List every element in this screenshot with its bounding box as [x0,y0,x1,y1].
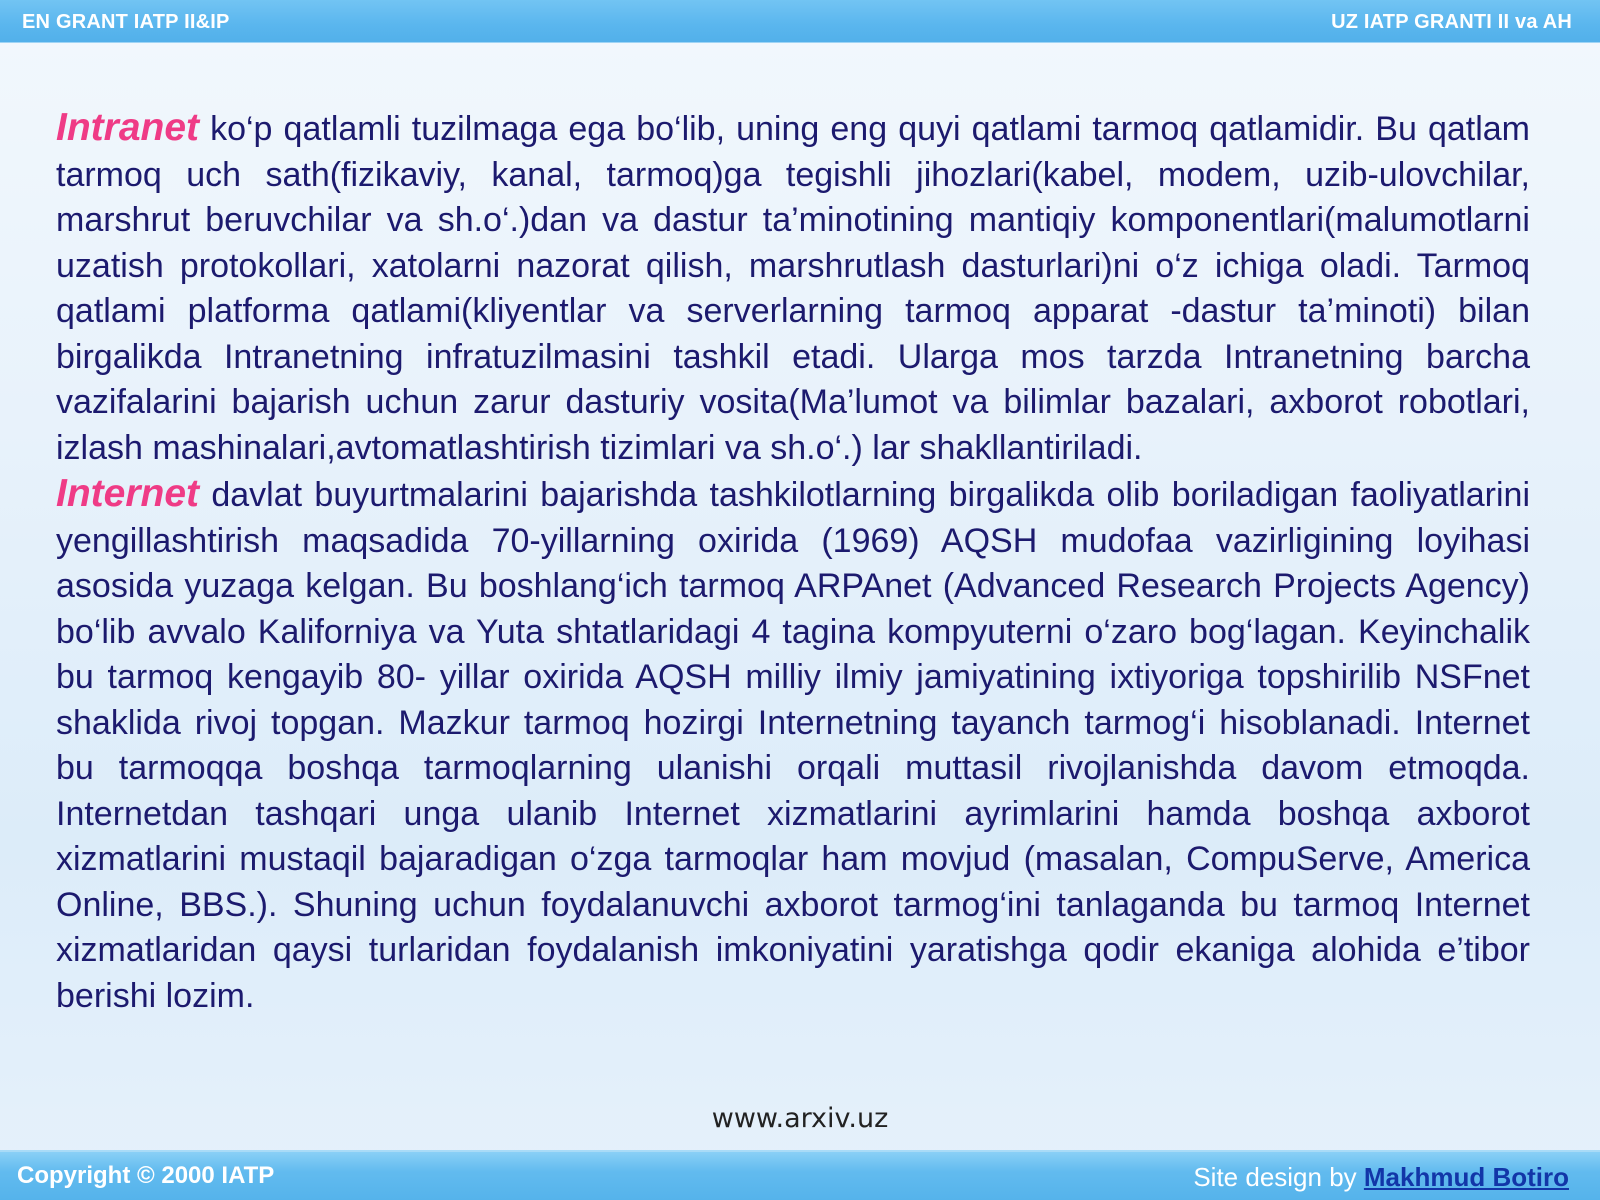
paragraph-internet [56,471,1530,1019]
footer-design-credit [1193,1162,1569,1193]
site-watermark: www.arxiv.uz [711,1103,889,1134]
header-left-title: EN GRANT IATP II&IP [22,11,230,33]
paragraph-internet-text: davlat buyurtmalarini bajarishda tashkilotlarning birgalikda olib boriladigan faoliyatlarini yengillashtirish maqsadida 70-yillarning oxirida (1969) AQSH mudofaa vazirligining loyihasi asosida yuzaga kelgan. Bu boshlang‘ich tarmoq ARPAnet (Advanced Research Projects Agency) bo‘lib avvalo Kaliforniya va Yuta shtatlaridagi 4 tagina kompyuterni o‘zaro bog‘lagan. Keyinchalik bu tarmoq kengayib 80- yillar oxirida AQSH milliy ilmiy jamiyatining ixtiyoriga topshirilib NSFnet shaklida rivoj topgan. Mazkur tarmoq hozirgi Internetning tayanch tarmog‘i hisoblanadi. Internet bu tarmoqqa boshqa tarmoqlarning ulanishi orqali muttasil rivojlanishda davom etmoqda. Internetdan tashqari unga ulanib Internet xizmatlarini ayrimlarini hamda boshqa axborot xizmatlarini mustaqil bajaradigan o‘zga tarmoqlar ham movjud (masalan, CompuServe, America Online, BBS.). Shuning uchun foydalanuvchi axborot tarmog‘ini tanlaganda bu tarmoq Internet xizmatlaridan qaysi turlaridan foydalanish imkoniyatini yaratishga qodir ekaniga alohida e’tibor berishi lozim. [56,476,1530,1015]
paragraph-intranet-text: ko‘p qatlamli tuzilmaga ega bo‘lib, uning eng quyi qatlami tarmoq qatlamidir. Bu qatlam tarmoq uch sath(fizikaviy, kanal, tarmoq)ga tegishli jihozlari(kabel, modem, uzib-ulovchilar, marshrut beruvchilar va sh.o‘.)dan va dastur ta’minotining mantiqiy komponentlari(malumotlarni uzatish protokollari, xatolarni nazorat qilish, marshrutlash dasturlari)ni o‘z ichiga oladi. Tarmoq qatlami platforma qatlami(kliyentlar va serverlarning tarmoq apparat -dastur ta’minoti) bilan birgalikda Intranetning infratuzilmasini tashkil etadi. Ularga mos tarzda Intranetning barcha vazifalarini bajarish uchun zarur dasturiy vosita(Ma’lumot va bilimlar bazalari, axborot robotlari, izlash mashinalari,avtomatlashtirish tizimlari va sh.o‘.) lar shakllantiriladi. [56,110,1530,467]
header-right-title: UZ IATP GRANTI II va AH [1331,11,1572,33]
paragraph-intranet [56,105,1530,471]
footer-bar [0,1150,1600,1200]
term-intranet: Intranet [56,106,200,149]
footer-copyright: Copyright © 2000 IATP [17,1162,275,1189]
term-internet: Internet [56,472,200,515]
header-bar [0,0,1600,43]
footer-design-prefix: Site design by [1193,1162,1364,1192]
article-body [56,105,1530,1019]
designer-link[interactable]: Makhmud Botiro [1363,1162,1569,1192]
